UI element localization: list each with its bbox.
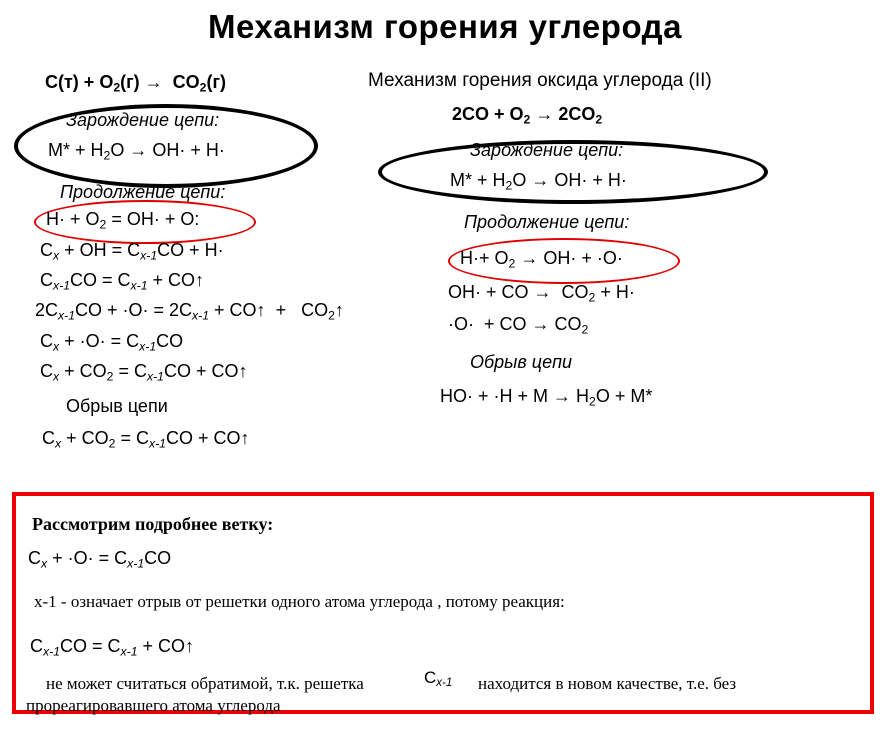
right-stage3-label: Обрыв цепи: [470, 352, 572, 372]
note-explanation-rest: - означает отрыв от решетки одного атома углерода , потому реакция:: [56, 592, 565, 611]
page-title: Механизм горения углерода: [208, 8, 682, 45]
right-line-2: OH· + CO → $CO_2 + H\cdot$: [448, 282, 635, 305]
left-line-1: $H\cdot + O_2 = OH\cdot + O$:: [46, 209, 200, 232]
right-line-1: $H\cdot+ O_2 \to OH\cdot + \cdot O\cdot$: [460, 248, 623, 271]
left-last-line: $C_x + CO_2 = C_{x-1}CO$ + CO↑: [42, 428, 250, 451]
right-stage1-label: Зарождение цепи:: [470, 140, 624, 160]
left-heading: $С(т) + O_2(г) \to CO_2(г)$: [45, 72, 226, 95]
right-line-3: ·O· + CO → $CO_2$: [448, 314, 589, 337]
left-line-4: $2C_{x-1}CO + \cdot O\cdot = 2C_{x-1}$ + CO↑ + $CO_2↑$: [35, 300, 344, 323]
right-last-line: $HO\cdot + \cdot H + M \to H_2O + M*$: [440, 386, 653, 409]
left-stage1-equation: $М* + H_2O \to OH\cdot + H\cdot$: [48, 140, 225, 163]
note-heading: Рассмотрим подробнее ветку:: [32, 514, 274, 534]
right-reaction: $2CO + O_2 \to 2CO_2$: [452, 104, 603, 127]
note-tail-part1: не может считаться обратимой, т.к. решетка: [46, 674, 364, 693]
note-tail-formula: $C_{x-1}$: [424, 668, 453, 690]
left-stage2-label: Продолжение цепи:: [60, 182, 226, 202]
note-equation-1: $C_x + \cdot O\cdot = C_{x-1}CO$: [28, 548, 172, 571]
left-line-6: $C_x + CO_2 = C_{x-1}CO$ + CO↑: [40, 361, 248, 384]
note-equation-2: $C_{x-1}CO = C_{x-1}$ + CO↑: [30, 636, 195, 659]
note-tail-part3: прореагировавшего атома углерода: [26, 696, 281, 715]
note-explanation: [34, 592, 565, 612]
note-box: [12, 492, 874, 714]
left-stage1-label: Зарождение цепи:: [66, 110, 220, 130]
left-line-2: $C_x$ + OH = $C_{x-1}CO + H\cdot$: [40, 240, 224, 263]
note-tail-part2: находится в новом качестве, т.е. без: [478, 674, 737, 693]
right-stage2-label: Продолжение цепи:: [464, 212, 630, 232]
right-stage1-equation: $М* + H_2O \to OH\cdot + H\cdot$: [450, 170, 627, 193]
left-line-5: $C_x + \cdot O\cdot = C_{x-1}CO$: [40, 331, 184, 354]
left-line-3: $C_{x-1}CO = C_{x-1}$ + CO↑: [40, 270, 205, 293]
note-explanation-term: x-1: [34, 592, 57, 611]
right-heading: Механизм горения оксида углерода (II): [368, 70, 712, 91]
left-stage3-label: Обрыв цепи: [66, 396, 168, 416]
